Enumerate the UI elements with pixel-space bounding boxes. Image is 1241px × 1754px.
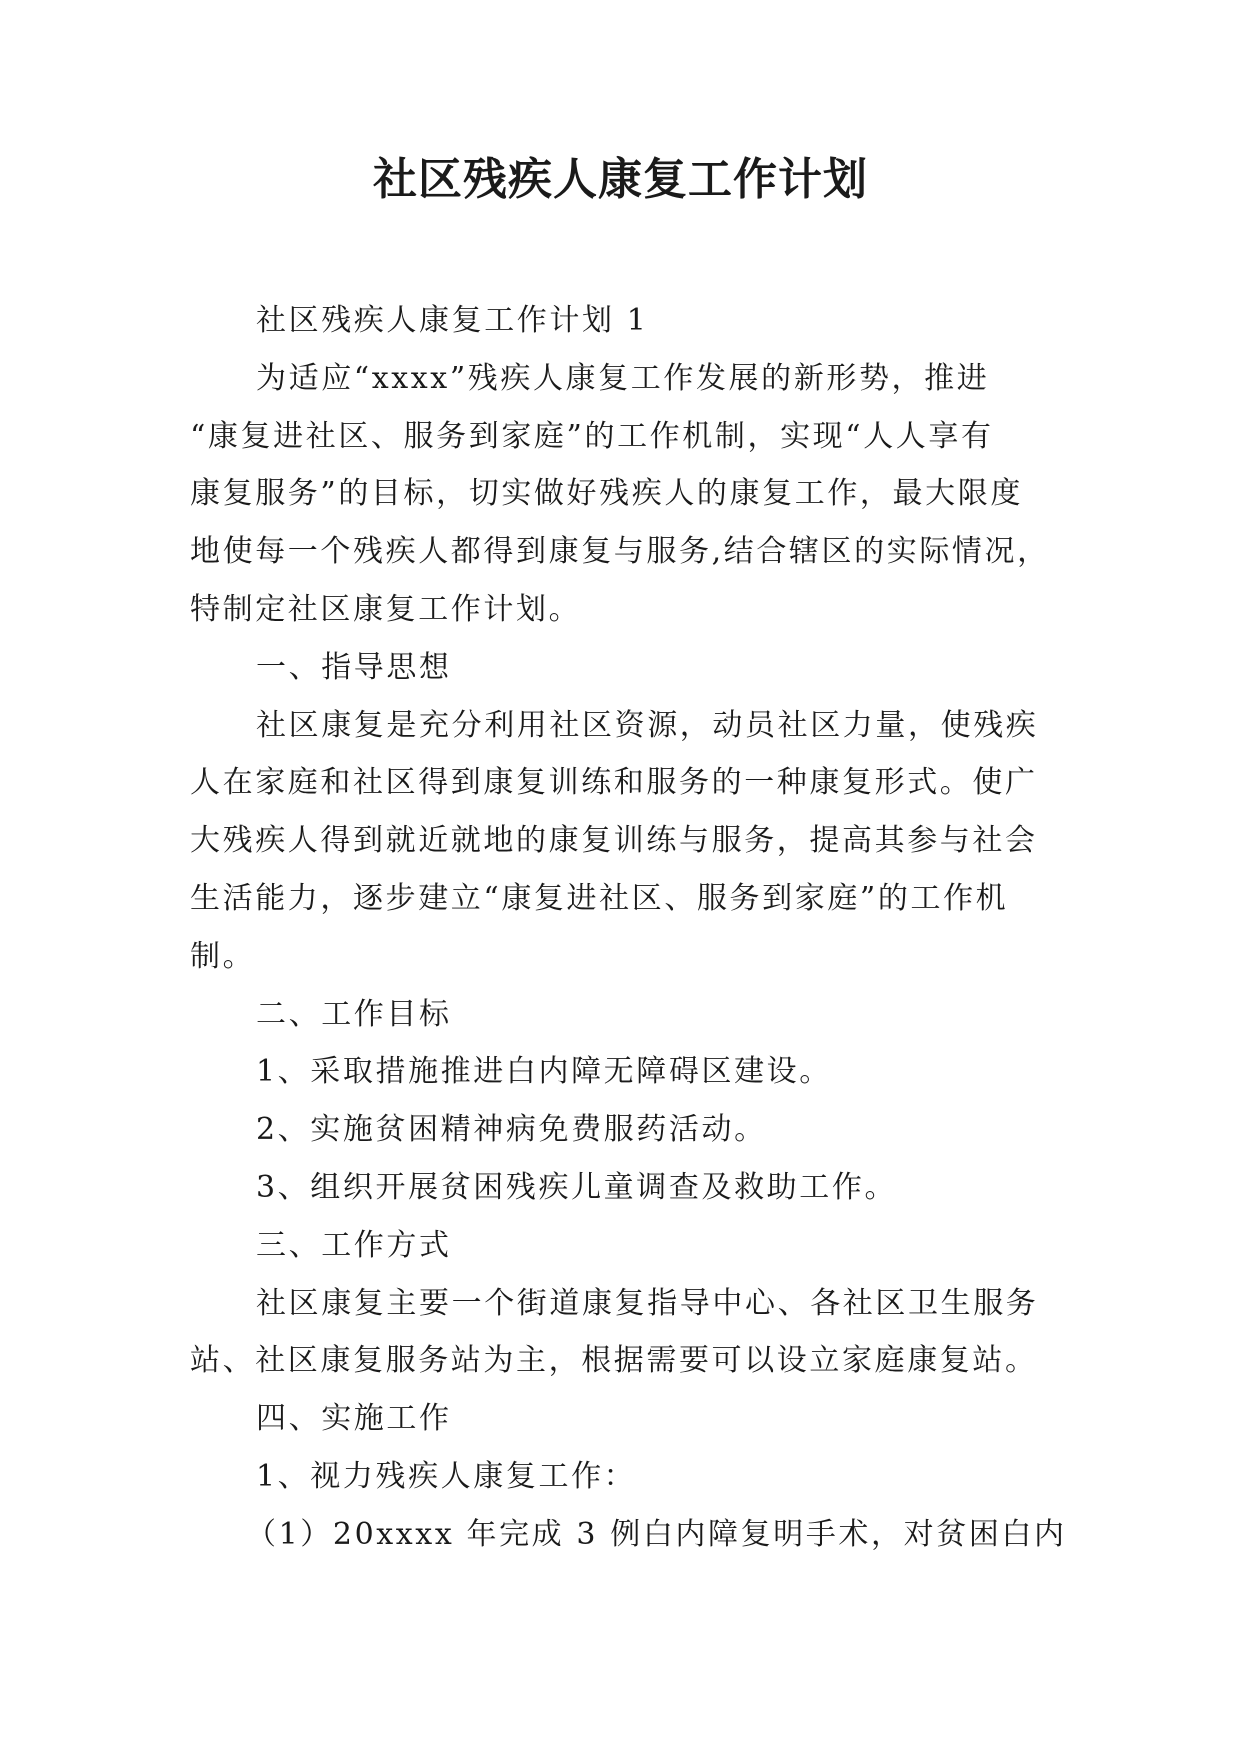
paragraph-ideology-line-5: 制。 [190,938,256,974]
goal-item-3: 3、组织开展贫困残疾儿童调查及救助工作。 [256,1169,898,1205]
paragraph-intro-line-4: 地使每一个残疾人都得到康复与服务,结合辖区的实际情况， [190,534,1050,570]
heading-guiding-ideology: 一、指导思想 [256,649,452,685]
paragraph-ideology-line-3: 大残疾人得到就近就地的康复训练与服务，提高其参与社会 [190,823,1038,859]
document-title: 社区残疾人康复工作计划 [373,154,868,205]
paragraph-intro-line-1: 为适应“xxxx”残疾人康复工作发展的新形势，推进 [256,360,990,396]
section-heading-plan-1: 社区残疾人康复工作计划 1 [256,303,649,338]
goal-item-2: 2、实施贫困精神病免费服药活动。 [256,1112,767,1148]
heading-implementation: 四、实施工作 [256,1401,452,1437]
paragraph-intro-line-2: “康复进社区、服务到家庭”的工作机制，实现“人人享有 [190,418,994,454]
paragraph-intro-line-3: 康复服务”的目标，切实做好残疾人的康复工作，最大限度 [190,476,1023,512]
paragraph-intro-line-5: 特制定社区康复工作计划。 [190,591,582,627]
goal-item-1: 1、采取措施推进白内障无障碍区建设。 [256,1054,832,1090]
implementation-item-1: 1、视力残疾人康复工作： [256,1458,637,1494]
paragraph-method-line-2: 站、社区康复服务站为主，根据需要可以设立家庭康复站。 [190,1343,1038,1379]
document-body [190,292,1067,1564]
heading-work-goals: 二、工作目标 [256,996,452,1032]
heading-work-method: 三、工作方式 [256,1227,452,1263]
paragraph-ideology-line-1: 社区康复是充分利用社区资源，动员社区力量，使残疾 [256,707,1039,743]
paragraph-method-line-1: 社区康复主要一个街道康复指导中心、各社区卫生服务 [256,1285,1039,1321]
implementation-subitem-1: （1）20xxxx 年完成 3 例白内障复明手术，对贫困白内 [246,1516,1067,1552]
paragraph-ideology-line-2: 人在家庭和社区得到康复训练和服务的一种康复形式。使广 [190,765,1038,801]
paragraph-ideology-line-4: 生活能力，逐步建立“康复进社区、服务到家庭”的工作机 [190,880,1009,916]
